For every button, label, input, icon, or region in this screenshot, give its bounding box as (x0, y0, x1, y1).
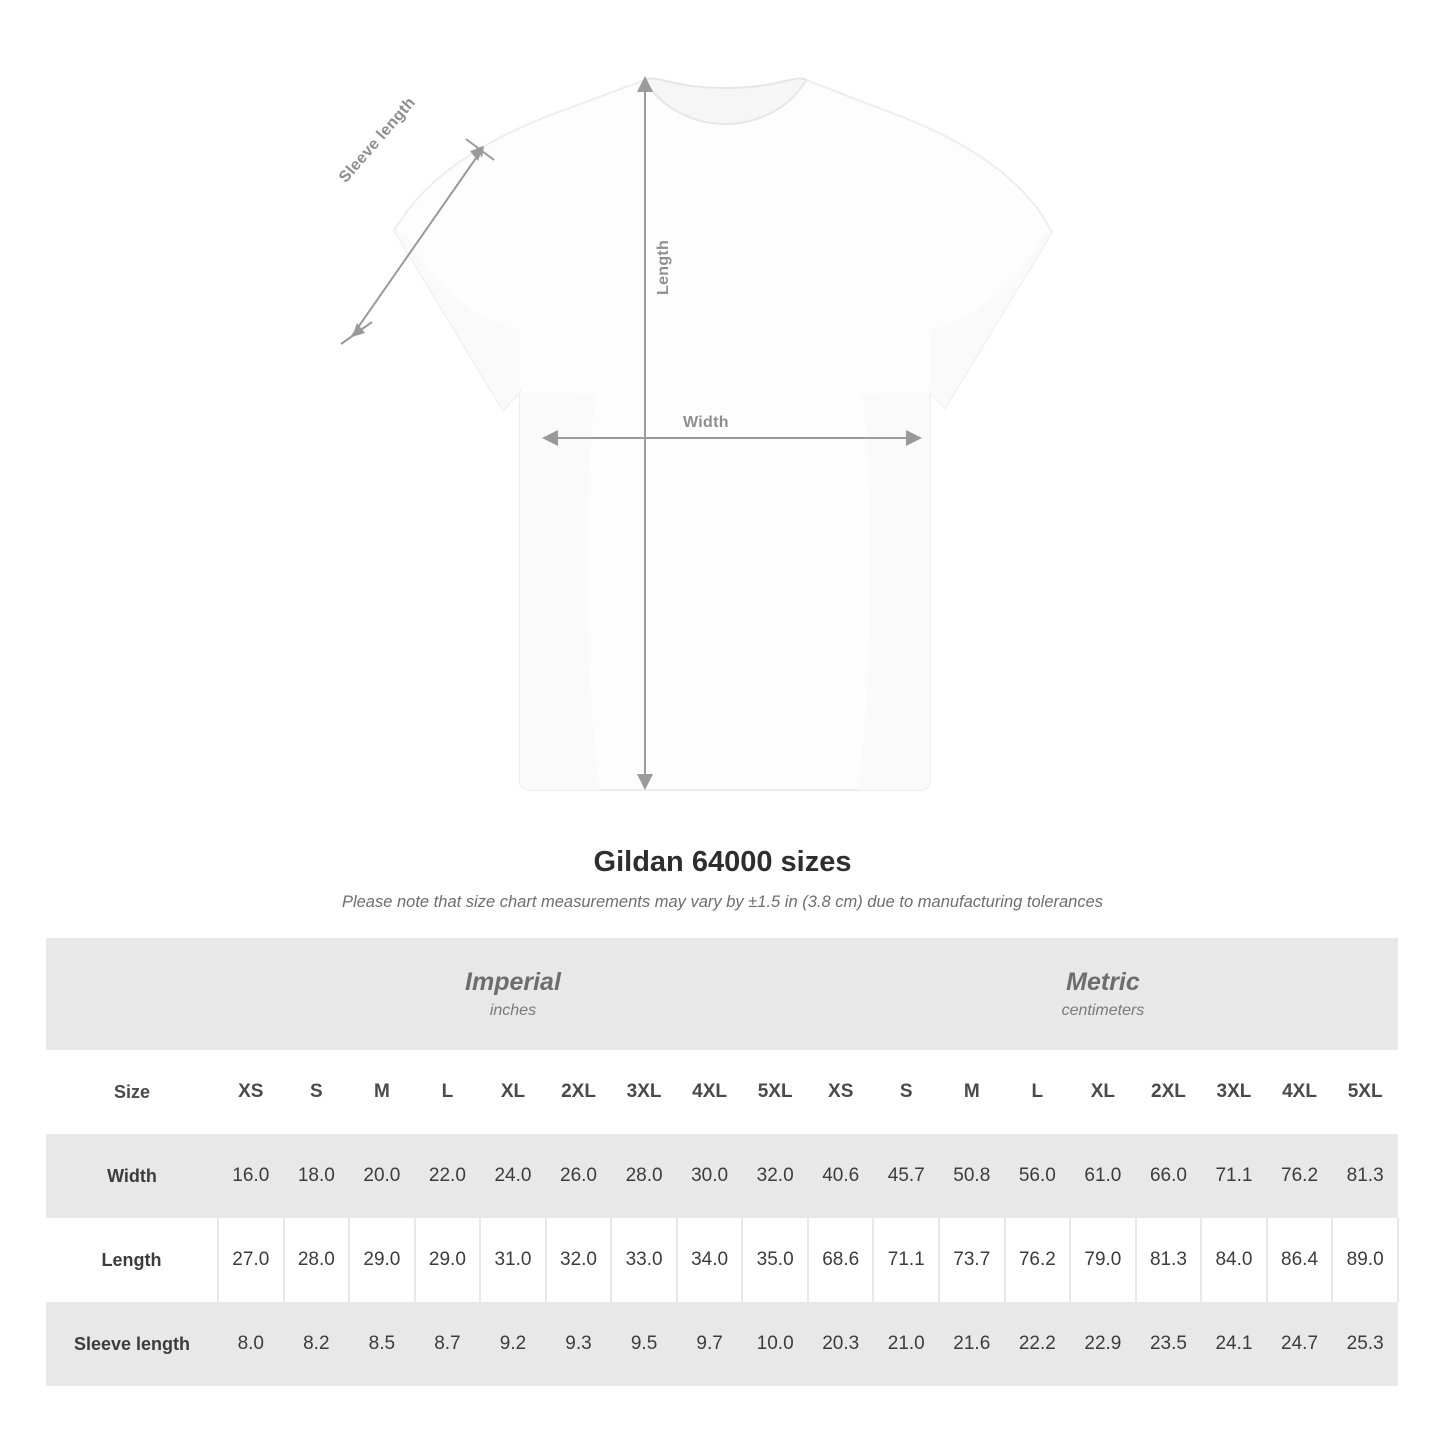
cell-sleeve-imperial-2xl: 9.3 (546, 1302, 612, 1386)
row-label-sleeve-length: Sleeve length (46, 1302, 218, 1386)
cell-width-metric-2xl: 66.0 (1136, 1134, 1202, 1218)
cell-width-metric-s: 45.7 (873, 1134, 939, 1218)
metric-name: Metric (1066, 968, 1140, 997)
cell-width-metric-4xl: 76.2 (1267, 1134, 1333, 1218)
cell-sleeve-metric-xs: 20.3 (808, 1302, 874, 1386)
size-row-label: Size (46, 1050, 218, 1134)
cell-length-imperial-5xl: 35.0 (742, 1218, 808, 1302)
cell-width-metric-xs: 40.6 (808, 1134, 874, 1218)
size-table-wrapper (0, 938, 1445, 1386)
metric-sub: centimeters (1061, 1001, 1145, 1019)
cell-width-imperial-3xl: 28.0 (611, 1134, 677, 1218)
size-col-imperial-4xl: 4XL (677, 1050, 743, 1134)
cell-length-imperial-2xl: 32.0 (546, 1218, 612, 1302)
cell-length-imperial-3xl: 33.0 (611, 1218, 677, 1302)
tolerance-note: Please note that size chart measurements may vary by ±1.5 in (3.8 cm) due to manufacturing tolerances (341, 893, 1104, 911)
size-col-imperial-2xl: 2XL (546, 1050, 612, 1134)
width-label: Width (683, 414, 729, 431)
size-col-metric-2xl: 2XL (1136, 1050, 1202, 1134)
size-col-metric-5xl: 5XL (1332, 1050, 1398, 1134)
row-label-width: Width (46, 1134, 218, 1218)
table-row (46, 1134, 1398, 1218)
cell-sleeve-metric-s: 21.0 (873, 1302, 939, 1386)
row-label-length: Length (46, 1218, 218, 1302)
imperial-name: Imperial (465, 968, 561, 997)
cell-sleeve-metric-4xl: 24.7 (1267, 1302, 1333, 1386)
size-col-metric-m: M (939, 1050, 1005, 1134)
cell-sleeve-imperial-4xl: 9.7 (677, 1302, 743, 1386)
size-col-metric-4xl: 4XL (1267, 1050, 1333, 1134)
cell-sleeve-imperial-5xl: 10.0 (742, 1302, 808, 1386)
cell-length-metric-s: 71.1 (873, 1218, 939, 1302)
cell-width-imperial-s: 18.0 (284, 1134, 350, 1218)
size-col-imperial-xl: XL (480, 1050, 546, 1134)
size-header-row (46, 1050, 1398, 1134)
cell-width-metric-l: 56.0 (1005, 1134, 1071, 1218)
size-col-metric-3xl: 3XL (1201, 1050, 1267, 1134)
cell-sleeve-imperial-m: 8.5 (349, 1302, 415, 1386)
size-col-imperial-5xl: 5XL (742, 1050, 808, 1134)
size-col-imperial-3xl: 3XL (611, 1050, 677, 1134)
cell-length-metric-5xl: 89.0 (1332, 1218, 1398, 1302)
cell-width-imperial-4xl: 30.0 (677, 1134, 743, 1218)
cell-length-metric-xs: 68.6 (808, 1218, 874, 1302)
size-table (46, 938, 1399, 1386)
table-row (46, 1218, 1398, 1302)
size-col-imperial-l: L (415, 1050, 481, 1134)
cell-length-metric-4xl: 86.4 (1267, 1218, 1333, 1302)
cell-width-imperial-2xl: 26.0 (546, 1134, 612, 1218)
cell-width-metric-m: 50.8 (939, 1134, 1005, 1218)
cell-length-imperial-s: 28.0 (284, 1218, 350, 1302)
cell-width-imperial-xl: 24.0 (480, 1134, 546, 1218)
cell-length-metric-2xl: 81.3 (1136, 1218, 1202, 1302)
cell-width-imperial-5xl: 32.0 (742, 1134, 808, 1218)
page-title: Gildan 64000 sizes (593, 846, 852, 878)
size-col-imperial-xs: XS (218, 1050, 284, 1134)
cell-width-imperial-m: 20.0 (349, 1134, 415, 1218)
cell-length-imperial-l: 29.0 (415, 1218, 481, 1302)
cell-width-metric-5xl: 81.3 (1332, 1134, 1398, 1218)
cell-length-metric-xl: 79.0 (1070, 1218, 1136, 1302)
cell-width-metric-3xl: 71.1 (1201, 1134, 1267, 1218)
cell-length-imperial-xs: 27.0 (218, 1218, 284, 1302)
cell-sleeve-metric-5xl: 25.3 (1332, 1302, 1398, 1386)
cell-length-imperial-m: 29.0 (349, 1218, 415, 1302)
cell-sleeve-metric-l: 22.2 (1005, 1302, 1071, 1386)
cell-sleeve-metric-m: 21.6 (939, 1302, 1005, 1386)
imperial-header (218, 938, 808, 1050)
size-col-imperial-m: M (349, 1050, 415, 1134)
cell-length-imperial-xl: 31.0 (480, 1218, 546, 1302)
unit-header-spacer (46, 938, 218, 1050)
cell-sleeve-imperial-3xl: 9.5 (611, 1302, 677, 1386)
size-col-metric-l: L (1005, 1050, 1071, 1134)
imperial-sub: inches (489, 1001, 537, 1019)
cell-width-imperial-l: 22.0 (415, 1134, 481, 1218)
cell-length-metric-m: 73.7 (939, 1218, 1005, 1302)
title-block (0, 846, 1445, 912)
cell-sleeve-imperial-xl: 9.2 (480, 1302, 546, 1386)
size-col-metric-xl: XL (1070, 1050, 1136, 1134)
sleeve-length-label: Sleeve length (336, 94, 420, 187)
length-label: Length (655, 239, 672, 295)
cell-sleeve-imperial-l: 8.7 (415, 1302, 481, 1386)
table-row (46, 1302, 1398, 1386)
cell-sleeve-metric-xl: 22.9 (1070, 1302, 1136, 1386)
cell-width-metric-xl: 61.0 (1070, 1134, 1136, 1218)
size-col-imperial-s: S (284, 1050, 350, 1134)
cell-sleeve-imperial-s: 8.2 (284, 1302, 350, 1386)
cell-width-imperial-xs: 16.0 (218, 1134, 284, 1218)
metric-header (808, 938, 1398, 1050)
cell-sleeve-metric-3xl: 24.1 (1201, 1302, 1267, 1386)
size-col-metric-xs: XS (808, 1050, 874, 1134)
cell-sleeve-imperial-xs: 8.0 (218, 1302, 284, 1386)
cell-length-imperial-4xl: 34.0 (677, 1218, 743, 1302)
unit-header-row (46, 938, 1398, 1050)
cell-sleeve-metric-2xl: 23.5 (1136, 1302, 1202, 1386)
cell-length-metric-3xl: 84.0 (1201, 1218, 1267, 1302)
size-col-metric-s: S (873, 1050, 939, 1134)
cell-length-metric-l: 76.2 (1005, 1218, 1071, 1302)
